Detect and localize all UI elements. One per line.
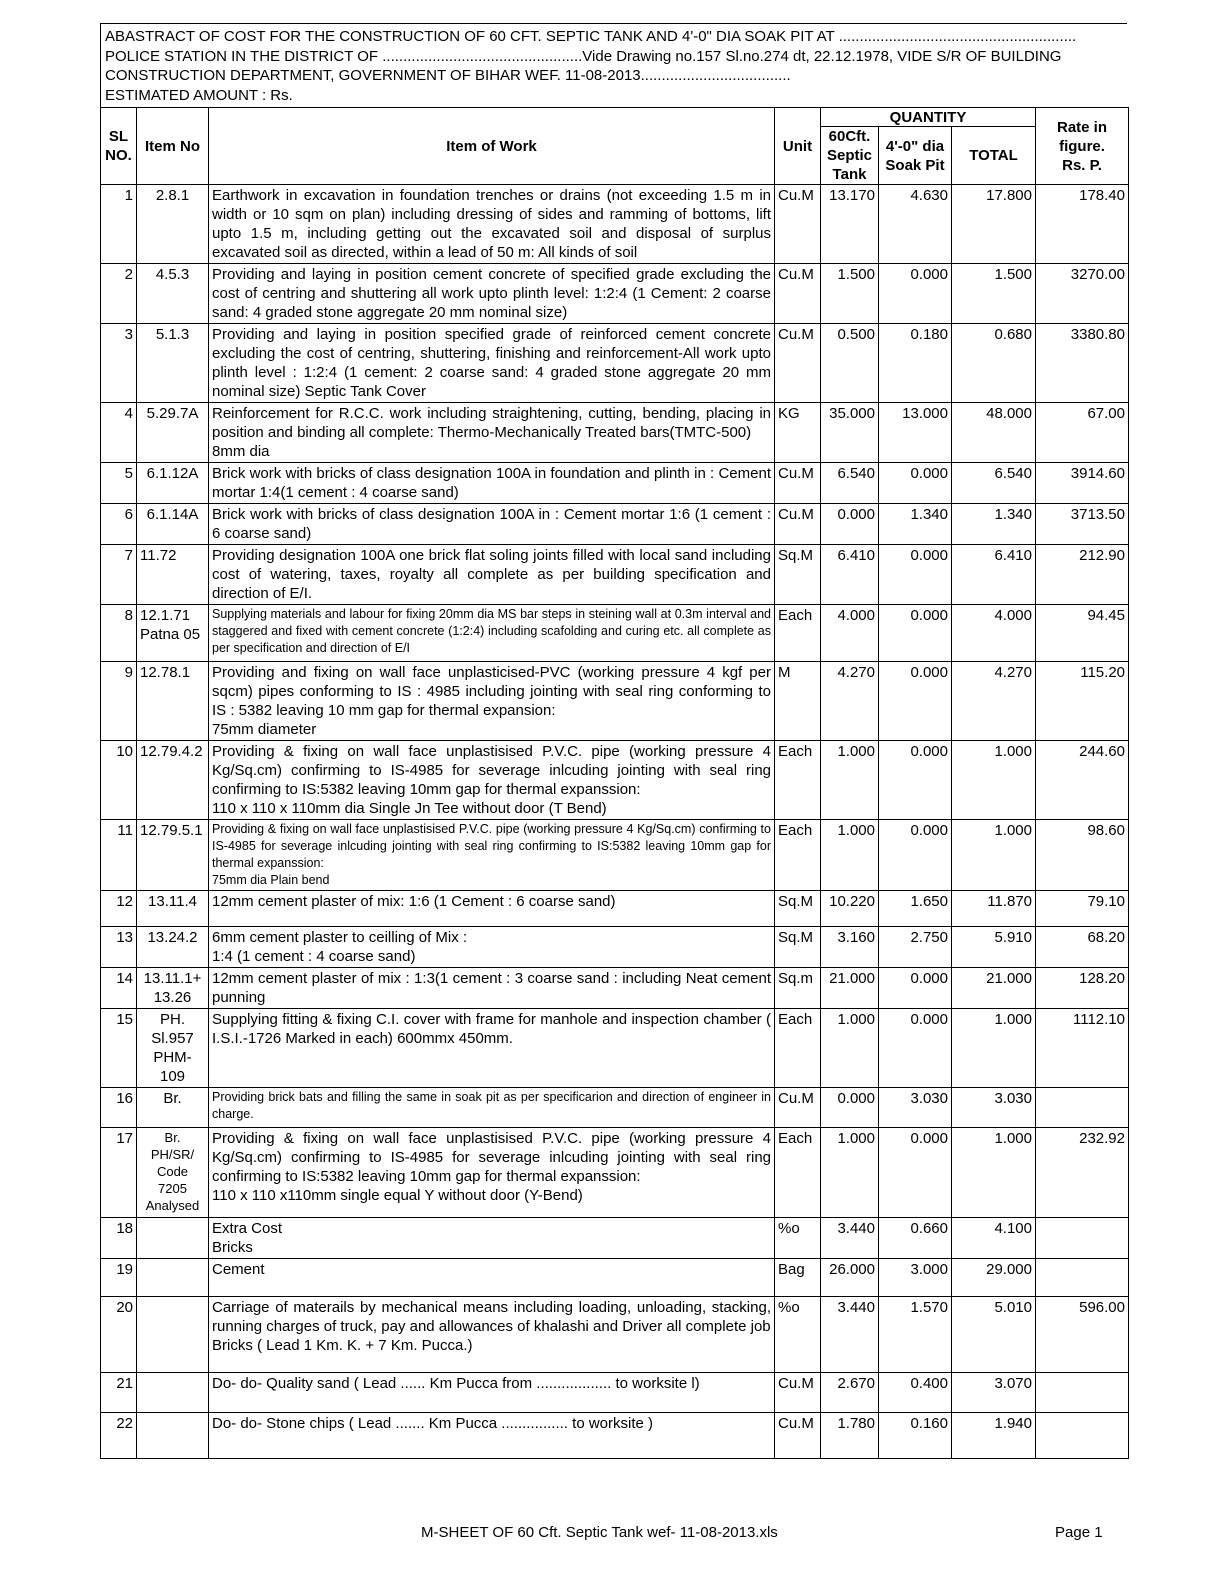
row-qty-soak-pit: 2.750 xyxy=(879,927,952,968)
row-sl: 9 xyxy=(101,662,137,741)
row-unit: Each xyxy=(775,820,821,891)
row-qty-total: 11.870 xyxy=(952,891,1036,927)
table-row xyxy=(101,264,1129,324)
table-row xyxy=(101,185,1129,264)
row-qty-soak-pit: 0.000 xyxy=(879,741,952,820)
row-item-of-work: Brick work with bricks of class designation 100A in : Cement mortar 1:6 (1 cement : 6 coarse sand) xyxy=(209,504,775,545)
col-header-total: TOTAL xyxy=(952,127,1036,185)
row-sl: 10 xyxy=(101,741,137,820)
row-qty-soak-pit: 0.180 xyxy=(879,324,952,403)
row-sl: 14 xyxy=(101,968,137,1009)
row-qty-soak-pit: 3.030 xyxy=(879,1088,952,1128)
table-row xyxy=(101,1297,1129,1373)
row-qty-total: 4.270 xyxy=(952,662,1036,741)
row-item-no xyxy=(137,1373,209,1413)
row-unit: Sq.M xyxy=(775,545,821,605)
row-qty-total: 5.910 xyxy=(952,927,1036,968)
row-sl: 2 xyxy=(101,264,137,324)
row-qty-soak-pit: 1.340 xyxy=(879,504,952,545)
row-item-of-work: Providing designation 100A one brick flat soling joints filled with local sand including cost of watering, taxes, royalty all complete as per building specification and direction of E/I. xyxy=(209,545,775,605)
row-qty-total: 17.800 xyxy=(952,185,1036,264)
row-qty-soak-pit: 1.570 xyxy=(879,1297,952,1373)
row-item-no: 5.29.7A xyxy=(137,403,209,463)
row-rate: 3713.50 xyxy=(1036,504,1129,545)
row-rate xyxy=(1036,1218,1129,1259)
row-unit: Each xyxy=(775,605,821,662)
col-header-rate: Rate in figure. Rs. P. xyxy=(1036,108,1129,185)
row-qty-total: 6.540 xyxy=(952,463,1036,504)
row-unit: Cu.M xyxy=(775,1373,821,1413)
row-sl: 1 xyxy=(101,185,137,264)
row-qty-total: 1.000 xyxy=(952,1128,1036,1218)
row-qty-total: 29.000 xyxy=(952,1259,1036,1297)
col-header-soak-pit: 4'-0" dia Soak Pit xyxy=(879,127,952,185)
row-qty-soak-pit: 0.400 xyxy=(879,1373,952,1413)
row-sl: 5 xyxy=(101,463,137,504)
row-qty-total: 3.030 xyxy=(952,1088,1036,1128)
row-unit: M xyxy=(775,662,821,741)
row-item-of-work: Earthwork in excavation in foundation trenches or drains (not exceeding 1.5 m in width or 10 sqm on plan) including dressing of sides and ramming of bottoms, lift upto 1.5 m, including getting out the excavated soil and disposal of surplus excavated soil as directed, within a lead of 50 m: All kinds of soil xyxy=(209,185,775,264)
row-qty-soak-pit: 0.000 xyxy=(879,1128,952,1218)
row-unit: Sq.m xyxy=(775,968,821,1009)
row-qty-septic-tank: 3.440 xyxy=(821,1218,879,1259)
col-header-quantity: QUANTITY xyxy=(821,108,1036,127)
row-qty-septic-tank: 0.500 xyxy=(821,324,879,403)
header-line-4: ESTIMATED AMOUNT : Rs. xyxy=(105,86,293,104)
footer-page-number: Page 1 xyxy=(1055,1524,1103,1541)
row-item-no: 4.5.3 xyxy=(137,264,209,324)
row-qty-septic-tank: 6.540 xyxy=(821,463,879,504)
header-line-2: POLICE STATION IN THE DISTRICT OF ................................................Vide Drawing no.157 Sl.no.274 dt, 22.12.1978, VIDE S/R OF BUILDING xyxy=(105,47,1062,65)
row-qty-soak-pit: 3.000 xyxy=(879,1259,952,1297)
row-rate: 596.00 xyxy=(1036,1297,1129,1373)
row-qty-septic-tank: 1.500 xyxy=(821,264,879,324)
row-item-no: 11.72 xyxy=(137,545,209,605)
row-item-of-work: Providing & fixing on wall face unplastisised P.V.C. pipe (working pressure 4 Kg/Sq.cm) confirming to IS-4985 for severage inlcuding jointing with seal ring confirming to IS:5382 leaving 10mm gap for thermal expanssion: 110 x 110 x 110mm dia Single Jn Tee without door (T Bend) xyxy=(209,741,775,820)
row-item-of-work: Providing and fixing on wall face unplasticised-PVC (working pressure 4 kgf per sqcm) pipes conforming to IS : 4985 including jointing with seal ring conforming to IS : 5382 leaving 10 mm gap for thermal expansion: 75mm diameter xyxy=(209,662,775,741)
row-qty-septic-tank: 0.000 xyxy=(821,1088,879,1128)
row-qty-soak-pit: 0.000 xyxy=(879,605,952,662)
row-qty-total: 5.010 xyxy=(952,1297,1036,1373)
row-item-no: 6.1.14A xyxy=(137,504,209,545)
row-qty-septic-tank: 4.000 xyxy=(821,605,879,662)
row-sl: 17 xyxy=(101,1128,137,1218)
table-row xyxy=(101,1009,1129,1088)
row-qty-soak-pit: 0.000 xyxy=(879,264,952,324)
col-header-sl: SL NO. xyxy=(101,108,137,185)
row-unit: Cu.M xyxy=(775,1413,821,1459)
row-sl: 21 xyxy=(101,1373,137,1413)
row-qty-septic-tank: 10.220 xyxy=(821,891,879,927)
row-qty-septic-tank: 1.000 xyxy=(821,1009,879,1088)
row-sl: 13 xyxy=(101,927,137,968)
row-item-of-work: 12mm cement plaster of mix : 1:3(1 cement : 3 coarse sand : including Neat cement punning xyxy=(209,968,775,1009)
row-sl: 12 xyxy=(101,891,137,927)
table-row xyxy=(101,662,1129,741)
table-row xyxy=(101,1373,1129,1413)
row-qty-soak-pit: 0.000 xyxy=(879,545,952,605)
footer-filename: M-SHEET OF 60 Cft. Septic Tank wef- 11-08-2013.xls xyxy=(421,1524,778,1541)
row-item-of-work: Supplying materials and labour for fixing 20mm dia MS bar steps in steining wall at 0.3m interval and staggered and fixed with cement concrete (1:2:4) including scafolding and curing etc. all complete as per specification and direction of E/I xyxy=(209,605,775,662)
row-unit: Bag xyxy=(775,1259,821,1297)
row-qty-soak-pit: 13.000 xyxy=(879,403,952,463)
row-sl: 11 xyxy=(101,820,137,891)
row-qty-soak-pit: 0.000 xyxy=(879,1009,952,1088)
row-unit: Sq.M xyxy=(775,891,821,927)
row-rate xyxy=(1036,1373,1129,1413)
row-item-of-work: 12mm cement plaster of mix: 1:6 (1 Cement : 6 coarse sand) xyxy=(209,891,775,927)
table-row xyxy=(101,504,1129,545)
row-item-no xyxy=(137,1218,209,1259)
table-row xyxy=(101,968,1129,1009)
row-sl: 4 xyxy=(101,403,137,463)
row-rate: 98.60 xyxy=(1036,820,1129,891)
table-row xyxy=(101,741,1129,820)
row-sl: 16 xyxy=(101,1088,137,1128)
row-qty-total: 1.000 xyxy=(952,741,1036,820)
row-sl: 15 xyxy=(101,1009,137,1088)
row-item-no: 13.11.1+ 13.26 xyxy=(137,968,209,1009)
row-qty-soak-pit: 0.660 xyxy=(879,1218,952,1259)
header-line-3: CONSTRUCTION DEPARTMENT, GOVERNMENT OF BIHAR WEF. 11-08-2013.................................... xyxy=(105,67,791,84)
row-rate: 232.92 xyxy=(1036,1128,1129,1218)
row-qty-total: 3.070 xyxy=(952,1373,1036,1413)
row-sl: 19 xyxy=(101,1259,137,1297)
row-item-of-work: Reinforcement for R.C.C. work including straightening, cutting, bending, placing in position and binding all complete: Thermo-Mechanically Treated bars(TMTC-500) 8mm dia xyxy=(209,403,775,463)
row-item-no: Br. xyxy=(137,1088,209,1128)
row-qty-soak-pit: 0.000 xyxy=(879,820,952,891)
document-header xyxy=(100,23,1127,107)
row-rate: 67.00 xyxy=(1036,403,1129,463)
row-item-no: 12.79.5.1 xyxy=(137,820,209,891)
row-unit: %o xyxy=(775,1218,821,1259)
row-qty-septic-tank: 1.000 xyxy=(821,1128,879,1218)
table-row xyxy=(101,463,1129,504)
row-rate: 94.45 xyxy=(1036,605,1129,662)
row-unit: Cu.M xyxy=(775,324,821,403)
row-item-no xyxy=(137,1259,209,1297)
row-item-of-work: Cement xyxy=(209,1259,775,1297)
row-qty-septic-tank: 3.160 xyxy=(821,927,879,968)
row-item-of-work: Extra Cost Bricks xyxy=(209,1218,775,1259)
table-row xyxy=(101,1413,1129,1459)
row-qty-soak-pit: 4.630 xyxy=(879,185,952,264)
row-item-no: 12.79.4.2 xyxy=(137,741,209,820)
col-header-item-no: Item No xyxy=(137,108,209,185)
row-sl: 18 xyxy=(101,1218,137,1259)
row-qty-septic-tank: 21.000 xyxy=(821,968,879,1009)
row-qty-septic-tank: 1.780 xyxy=(821,1413,879,1459)
row-item-no: Br. PH/SR/ Code 7205 Analysed xyxy=(137,1128,209,1218)
row-qty-total: 4.100 xyxy=(952,1218,1036,1259)
row-rate: 178.40 xyxy=(1036,185,1129,264)
row-qty-total: 48.000 xyxy=(952,403,1036,463)
row-qty-total: 1.500 xyxy=(952,264,1036,324)
row-unit: Cu.M xyxy=(775,504,821,545)
row-unit: Each xyxy=(775,1009,821,1088)
row-item-of-work: Providing & fixing on wall face unplastisised P.V.C. pipe (working pressure 4 Kg/Sq.cm) confirming to IS-4985 for severage inlcuding jointing with seal ring confirming to IS:5382 leaving 10mm gap for thermal expanssion: 110 x 110 x110mm single equal Y without door (Y-Bend) xyxy=(209,1128,775,1218)
row-rate: 1112.10 xyxy=(1036,1009,1129,1088)
row-sl: 22 xyxy=(101,1413,137,1459)
row-sl: 20 xyxy=(101,1297,137,1373)
row-rate: 212.90 xyxy=(1036,545,1129,605)
row-rate xyxy=(1036,1259,1129,1297)
table-row xyxy=(101,1128,1129,1218)
row-qty-septic-tank: 35.000 xyxy=(821,403,879,463)
row-qty-septic-tank: 1.000 xyxy=(821,741,879,820)
row-qty-total: 21.000 xyxy=(952,968,1036,1009)
cost-abstract-table xyxy=(100,107,1129,1459)
row-item-no: 5.1.3 xyxy=(137,324,209,403)
row-sl: 7 xyxy=(101,545,137,605)
table-row xyxy=(101,545,1129,605)
row-qty-soak-pit: 0.000 xyxy=(879,968,952,1009)
row-qty-soak-pit: 0.000 xyxy=(879,463,952,504)
row-item-of-work: Providing and laying in position specified grade of reinforced cement concrete excluding the cost of centring, shuttering, finishing and reinforcement-All work upto plinth level : 1:2:4 (1 cement: 2 coarse sand: 4 graded stone aggregate 20 mm nominal size) Septic Tank Cover xyxy=(209,324,775,403)
row-item-no: 12.78.1 xyxy=(137,662,209,741)
row-qty-septic-tank: 4.270 xyxy=(821,662,879,741)
row-qty-septic-tank: 6.410 xyxy=(821,545,879,605)
row-unit: Sq.M xyxy=(775,927,821,968)
row-item-of-work: Do- do- Quality sand ( Lead ...... Km Pucca from .................. to worksite l) xyxy=(209,1373,775,1413)
table-row xyxy=(101,403,1129,463)
row-qty-septic-tank: 3.440 xyxy=(821,1297,879,1373)
row-unit: Cu.M xyxy=(775,463,821,504)
row-unit: Cu.M xyxy=(775,1088,821,1128)
table-row xyxy=(101,605,1129,662)
table-row xyxy=(101,1088,1129,1128)
row-item-of-work: 6mm cement plaster to ceilling of Mix : 1:4 (1 cement : 4 coarse sand) xyxy=(209,927,775,968)
row-item-no: 12.1.71 Patna 05 xyxy=(137,605,209,662)
row-item-no: PH. Sl.957 PHM- 109 xyxy=(137,1009,209,1088)
row-qty-total: 1.940 xyxy=(952,1413,1036,1459)
row-sl: 3 xyxy=(101,324,137,403)
row-item-of-work: Providing and laying in position cement concrete of specified grade excluding the cost of centring and shuttering all work upto plinth level: 1:2:4 (1 Cement: 2 coarse sand: 4 graded stone aggregate 20 mm nominal size) xyxy=(209,264,775,324)
row-rate: 128.20 xyxy=(1036,968,1129,1009)
row-qty-septic-tank: 26.000 xyxy=(821,1259,879,1297)
row-rate: 244.60 xyxy=(1036,741,1129,820)
row-qty-soak-pit: 0.000 xyxy=(879,662,952,741)
row-qty-septic-tank: 0.000 xyxy=(821,504,879,545)
row-item-of-work: Carriage of materails by mechanical means including loading, unloading, stacking, running charges of truck, pay and allowances of khalashi and Driver all complete job Bricks ( Lead 1 Km. K. + 7 Km. Pucca.) xyxy=(209,1297,775,1373)
row-item-no: 6.1.12A xyxy=(137,463,209,504)
row-unit: Each xyxy=(775,1128,821,1218)
col-header-septic-tank: 60Cft. Septic Tank xyxy=(821,127,879,185)
row-qty-soak-pit: 0.160 xyxy=(879,1413,952,1459)
row-rate: 115.20 xyxy=(1036,662,1129,741)
row-item-no: 13.24.2 xyxy=(137,927,209,968)
row-item-of-work: Providing & fixing on wall face unplastisised P.V.C. pipe (working pressure 4 Kg/Sq.cm) confirming to IS-4985 for severage inlcuding jointing with seal ring confirming to IS:5382 leaving 10mm gap for thermal expanssion: 75mm dia Plain bend xyxy=(209,820,775,891)
row-qty-total: 4.000 xyxy=(952,605,1036,662)
row-item-of-work: Do- do- Stone chips ( Lead ....... Km Pucca ................ to worksite ) xyxy=(209,1413,775,1459)
row-sl: 6 xyxy=(101,504,137,545)
row-qty-total: 0.680 xyxy=(952,324,1036,403)
row-qty-total: 6.410 xyxy=(952,545,1036,605)
table-row xyxy=(101,1218,1129,1259)
row-unit: Each xyxy=(775,741,821,820)
row-qty-total: 1.000 xyxy=(952,1009,1036,1088)
row-item-of-work: Brick work with bricks of class designation 100A in foundation and plinth in : Cement mortar 1:4(1 cement : 4 coarse sand) xyxy=(209,463,775,504)
table-row xyxy=(101,820,1129,891)
row-rate: 3380.80 xyxy=(1036,324,1129,403)
header-line-1: ABASTRACT OF COST FOR THE CONSTRUCTION OF 60 CFT. SEPTIC TANK AND 4'-0" DIA SOAK PIT AT ......................................................... xyxy=(105,28,1077,45)
col-header-unit: Unit xyxy=(775,108,821,185)
row-rate: 79.10 xyxy=(1036,891,1129,927)
row-qty-septic-tank: 2.670 xyxy=(821,1373,879,1413)
row-item-no xyxy=(137,1297,209,1373)
table-row xyxy=(101,324,1129,403)
table-body xyxy=(101,185,1129,1459)
table-row xyxy=(101,927,1129,968)
row-item-of-work: Supplying fitting & fixing C.I. cover with frame for manhole and inspection chamber ( I.S.I.-1726 Marked in each) 600mmx 450mm. xyxy=(209,1009,775,1088)
row-item-no: 2.8.1 xyxy=(137,185,209,264)
row-item-no xyxy=(137,1413,209,1459)
row-item-of-work: Providing brick bats and filling the same in soak pit as per specificarion and direction of engineer in charge. xyxy=(209,1088,775,1128)
col-header-item-of-work: Item of Work xyxy=(209,108,775,185)
row-qty-total: 1.340 xyxy=(952,504,1036,545)
row-qty-soak-pit: 1.650 xyxy=(879,891,952,927)
row-qty-total: 1.000 xyxy=(952,820,1036,891)
row-item-no: 13.11.4 xyxy=(137,891,209,927)
row-sl: 8 xyxy=(101,605,137,662)
row-unit: KG xyxy=(775,403,821,463)
row-rate xyxy=(1036,1088,1129,1128)
row-rate xyxy=(1036,1413,1129,1459)
row-rate: 68.20 xyxy=(1036,927,1129,968)
row-unit: Cu.M xyxy=(775,264,821,324)
row-qty-septic-tank: 1.000 xyxy=(821,820,879,891)
table-row xyxy=(101,891,1129,927)
row-qty-septic-tank: 13.170 xyxy=(821,185,879,264)
table-row xyxy=(101,1259,1129,1297)
row-rate: 3270.00 xyxy=(1036,264,1129,324)
row-unit: Cu.M xyxy=(775,185,821,264)
row-rate: 3914.60 xyxy=(1036,463,1129,504)
row-unit: %o xyxy=(775,1297,821,1373)
